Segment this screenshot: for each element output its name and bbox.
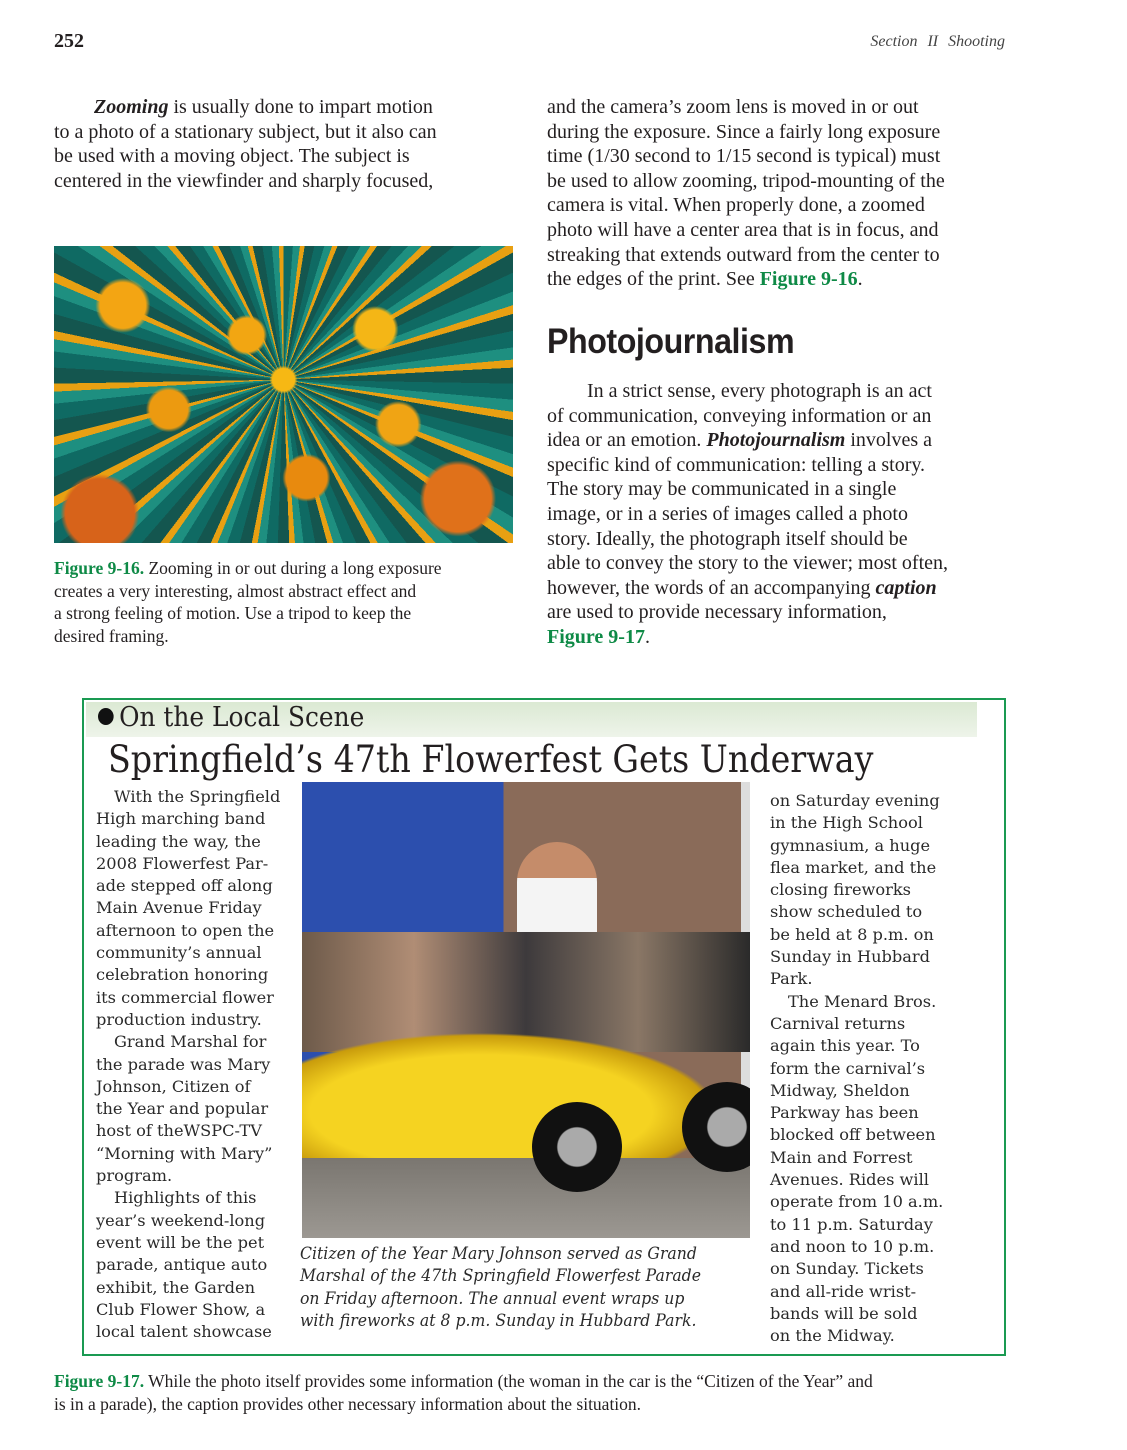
text-line: again this year. To: [770, 1036, 920, 1056]
text-segment: idea or an emotion.: [547, 429, 707, 452]
text-line: specific kind of communication: telling a story.: [547, 453, 926, 476]
text-line: Avenues. Rides will: [770, 1170, 929, 1190]
text-line: afternoon to open the: [96, 920, 275, 940]
key-term: Zooming: [94, 96, 169, 118]
text-line: time (1/30 second to 1/15 second is typical) must: [547, 145, 941, 168]
section-heading: Photojournalism: [547, 322, 795, 361]
text-line: 2008 Flowerfest Par-: [96, 853, 269, 873]
parade-photo: [302, 782, 750, 1238]
text-line: able to convey the story to the viewer; most often,: [547, 552, 949, 575]
text-line: and the camera’s zoom lens is moved in or out: [547, 96, 919, 118]
text-line: story. Ideally, the photograph itself should be: [547, 527, 908, 550]
key-term: Photojournalism: [706, 429, 846, 452]
figure-label: Figure 9-16.: [54, 558, 145, 578]
zoomed-flowers-photo: [54, 246, 513, 543]
key-term: caption: [875, 576, 937, 599]
text-line: Sunday in Hubbard: [770, 947, 931, 967]
caption-text: Zooming in or out during a long exposure: [144, 558, 442, 578]
caption-line: desired framing.: [54, 625, 169, 646]
text-line: Main and Forrest: [770, 1147, 913, 1167]
text-line: The Menard Bros.: [788, 991, 937, 1011]
text-line: flea market, and the: [770, 857, 937, 877]
caption-line: creates a very interesting, almost abstract effect and: [54, 580, 417, 601]
text-line: blocked off between: [770, 1125, 936, 1145]
text-line: on Sunday. Tickets: [770, 1259, 924, 1279]
text-line: photo will have a center area that is in focus, and: [547, 218, 939, 241]
text-line: ade stepped off along: [96, 876, 273, 896]
figure-link[interactable]: Figure 9-16: [759, 268, 858, 291]
car-wheel: [532, 1102, 622, 1192]
text-line: to 11 p.m. Saturday: [770, 1214, 933, 1234]
text-line: the Year and popular: [96, 1099, 269, 1119]
kicker: [98, 702, 364, 733]
page-number: 252: [54, 30, 84, 52]
text-line: in the High School: [770, 813, 923, 833]
text-segment: is usually done to impart motion: [168, 96, 433, 118]
headline: Springfield’s 47th Flowerfest Gets Underway: [108, 738, 874, 781]
text-line: to a photo of a stationary subject, but it also can: [54, 120, 437, 143]
figure-9-17-caption: [54, 1370, 873, 1415]
text-segment: involves a: [845, 429, 932, 452]
text-line: be used with a moving object. The subject is: [54, 145, 410, 168]
figure-9-16-caption: [54, 557, 442, 647]
text-line: exhibit, the Garden: [96, 1277, 255, 1297]
text-line: the parade was Mary: [96, 1054, 271, 1074]
text-line: and noon to 10 p.m.: [770, 1236, 935, 1256]
text-segment: .: [857, 268, 863, 291]
text-line: on Saturday evening: [770, 791, 940, 810]
text-line: with fireworks at 8 p.m. Sunday in Hubbard Park.: [300, 1311, 697, 1331]
running-head: Section II Shooting: [870, 33, 1005, 50]
text-line: Grand Marshal for: [114, 1032, 267, 1052]
text-line: image, or in a series of images called a photo: [547, 502, 908, 525]
text-line: The story may be communicated in a single: [547, 478, 897, 501]
zooming-paragraph-continued: [547, 95, 945, 292]
text-line: its commercial flower: [96, 987, 274, 1007]
text-line: are used to provide necessary information,: [547, 601, 887, 624]
text-line: during the exposure. Since a fairly long exposure: [547, 120, 941, 143]
text-line: local talent showcase: [96, 1322, 272, 1342]
text-line: Park.: [770, 969, 813, 989]
text-line: [54, 95, 437, 120]
text-line: parade, antique auto: [96, 1255, 268, 1275]
text-line: Highlights of this: [114, 1188, 257, 1208]
text-line: [547, 267, 945, 292]
caption-text: While the photo itself provides some information (the woman in the car is the “Citizen of the Year” and: [144, 1371, 873, 1391]
text-line: In a strict sense, every photograph is an act: [587, 380, 932, 402]
text-line: and all-ride wrist-: [770, 1281, 917, 1301]
text-line: With the Springfield: [114, 787, 281, 806]
text-segment: .: [644, 625, 650, 648]
article-column-left: [96, 786, 280, 1343]
text-line: operate from 10 a.m.: [770, 1192, 944, 1212]
text-line: year’s weekend-long: [96, 1210, 266, 1230]
text-line: program.: [96, 1166, 173, 1186]
text-line: Main Avenue Friday: [96, 898, 262, 918]
text-line: “Morning with Mary”: [96, 1143, 273, 1163]
text-line: Club Flower Show, a: [96, 1299, 266, 1319]
text-line: event will be the pet: [96, 1232, 265, 1252]
figure-label: Figure 9-17.: [54, 1371, 145, 1391]
text-line: Carnival returns: [770, 1013, 906, 1033]
article-column-right: [770, 790, 943, 1347]
text-line: of communication, conveying information or an: [547, 404, 932, 427]
text-line: Citizen of the Year Mary Johnson served as Grand: [300, 1244, 697, 1263]
text-line: leading the way, the: [96, 831, 261, 851]
text-line: closing fireworks: [770, 880, 911, 900]
text-line: Marshal of the 47th Springfield Flowerfest Parade: [300, 1266, 702, 1286]
text-line: [547, 576, 948, 601]
text-line: show scheduled to: [770, 902, 923, 922]
newspaper-clipping: [82, 698, 1006, 1356]
text-line: camera is vital. When properly done, a zoomed: [547, 194, 925, 217]
yellow-car: [302, 1022, 750, 1172]
text-line: Parkway has been: [770, 1103, 919, 1123]
text-line: centered in the viewfinder and sharply focused,: [54, 169, 434, 192]
caption-line: a strong feeling of motion. Use a tripod to keep the: [54, 603, 412, 624]
text-line: streaking that extends outward from the center to: [547, 243, 940, 266]
text-line: Johnson, Citizen of: [96, 1076, 251, 1096]
text-line: gymnasium, a huge: [770, 835, 931, 855]
text-line: bands will be sold: [770, 1303, 918, 1323]
text-segment: however, the words of an accompanying: [547, 576, 876, 599]
text-line: form the carnival’s: [770, 1058, 926, 1078]
bullet-icon: [98, 708, 114, 725]
text-line: host of theWSPC-TV: [96, 1121, 262, 1141]
text-line: be held at 8 p.m. on: [770, 924, 934, 944]
text-line: production industry.: [96, 1009, 262, 1029]
text-line: celebration honoring: [96, 965, 269, 985]
kicker-text: On the Local Scene: [119, 702, 365, 733]
figure-link[interactable]: Figure 9-17: [547, 625, 645, 648]
text-line: [547, 625, 948, 650]
text-segment: the edges of the print. See: [547, 268, 760, 291]
text-line: Midway, Sheldon: [770, 1080, 910, 1100]
photo-caption: [300, 1243, 701, 1333]
zooming-paragraph: [54, 95, 437, 193]
text-line: be used to allow zooming, tripod-mounting of the: [547, 169, 945, 192]
text-line: on the Midway.: [770, 1326, 895, 1346]
text-line: High marching band: [96, 809, 266, 829]
street: [302, 1158, 750, 1238]
photojournalism-paragraph: [547, 379, 948, 650]
text-line: [547, 428, 948, 453]
caption-line: is in a parade), the caption provides other necessary information about the situation.: [54, 1393, 642, 1414]
text-line: on Friday afternoon. The annual event wraps up: [300, 1288, 685, 1308]
text-line: community’s annual: [96, 943, 262, 963]
